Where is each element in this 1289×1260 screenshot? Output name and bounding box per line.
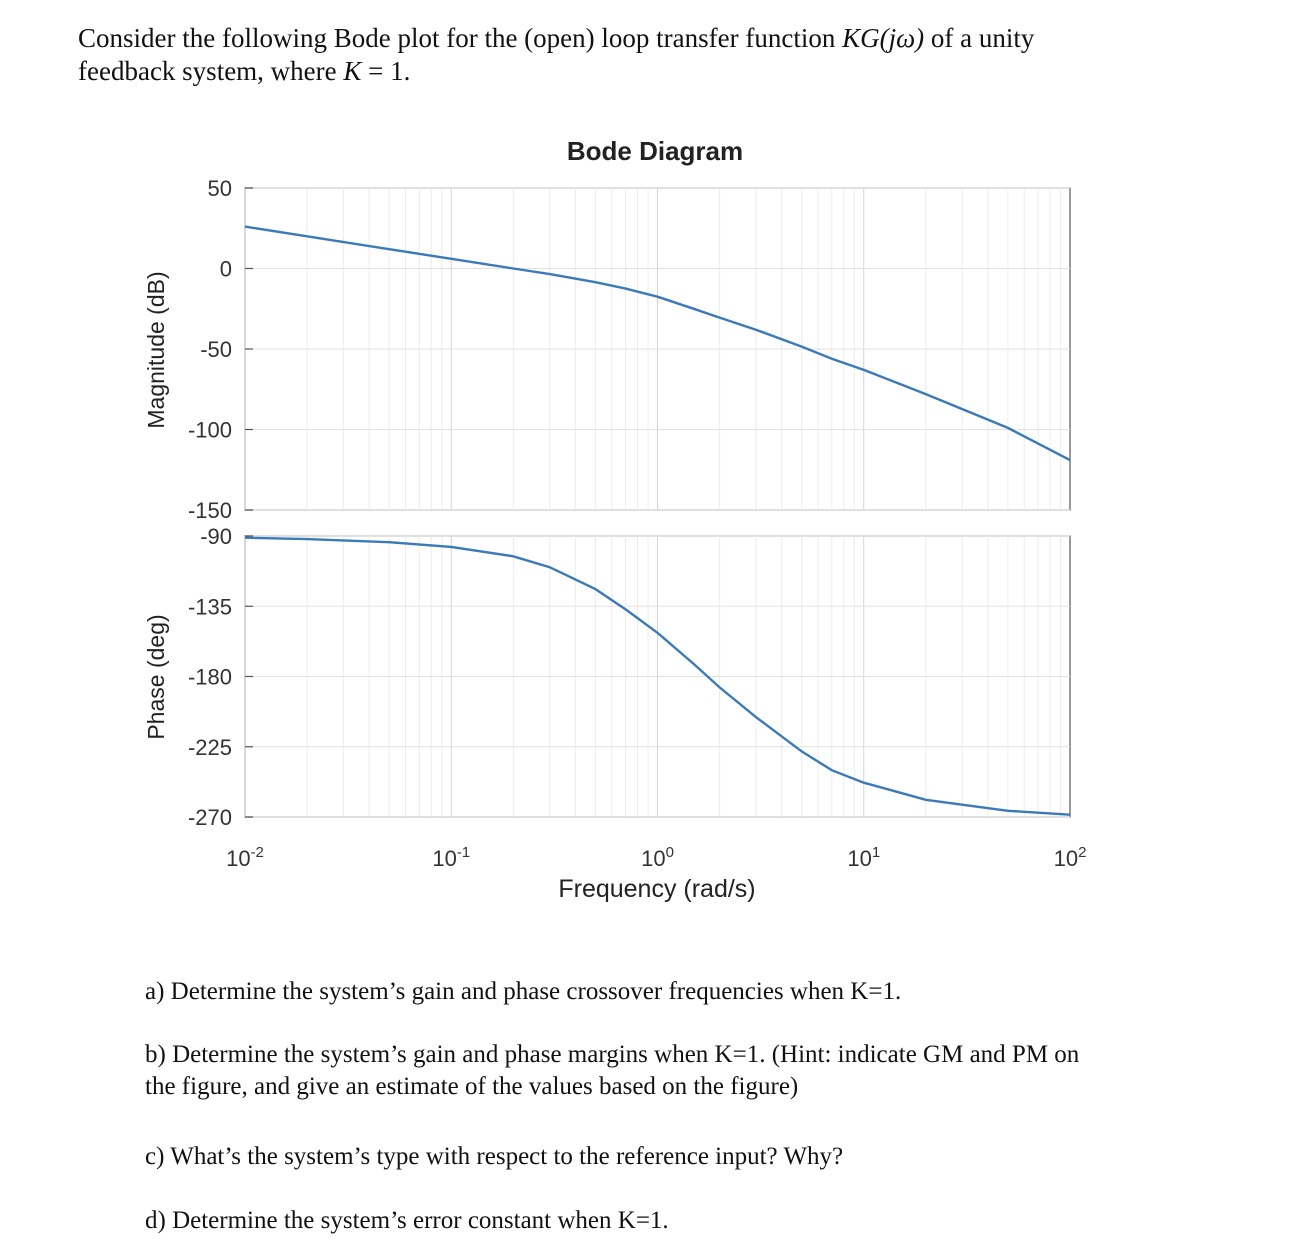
magnitude-ytick-label: 0 <box>219 256 232 282</box>
magnitude-ytick-label: -150 <box>187 498 232 523</box>
phase-ytick-label: -135 <box>187 594 232 620</box>
phase-ytick-label: -90 <box>200 524 232 549</box>
intro-math-k: K <box>343 56 362 86</box>
intro-text: Consider the following Bode plot for the (open) loop transfer function <box>78 23 843 53</box>
magnitude-panel <box>143 176 1070 523</box>
magnitude-ylabel: Magnitude (dB) <box>143 271 169 429</box>
x-tick-label: $10^{-2}$ <box>226 844 264 871</box>
phase-y-ticks <box>188 524 253 830</box>
chart-title: Bode Diagram <box>566 136 744 166</box>
magnitude-ytick-label: 50 <box>207 176 232 201</box>
x-tick-label: $10^{-1}$ <box>432 844 471 871</box>
magnitude-y-ticks <box>188 176 253 523</box>
phase-ylabel: Phase (deg) <box>143 614 169 740</box>
intro-text: of a unity <box>924 23 1035 53</box>
x-tick-label: $10^0$ <box>641 844 674 871</box>
question-d: d) Determine the system’s error constant when K=1. <box>145 1207 669 1234</box>
x-tick-labels <box>226 844 1086 871</box>
question-b-line-2: the figure, and give an estimate of the values based on the figure) <box>145 1073 799 1100</box>
intro-math-kg: KG(jω) <box>842 23 925 53</box>
question-c: c) What’s the system’s type with respect to the reference input? Why? <box>145 1143 844 1170</box>
phase-ytick-label: -225 <box>187 734 232 760</box>
question-b-line-1: b) Determine the system’s gain and phase margins when K=1. (Hint: indicate GM and PM on <box>145 1041 1080 1068</box>
x-tick-label: $10^2$ <box>1053 844 1087 871</box>
x-tick-label: $10^1$ <box>847 844 881 871</box>
phase-ytick-label: -270 <box>187 805 232 830</box>
x-axis-label: Frequency (rad/s) <box>558 875 756 903</box>
intro-text: = 1. <box>361 56 411 86</box>
intro-text: feedback system, where <box>78 56 344 86</box>
phase-ytick-label: -180 <box>187 664 232 690</box>
phase-panel <box>143 524 1070 830</box>
magnitude-ytick-label: -100 <box>187 417 232 443</box>
magnitude-ytick-label: -50 <box>200 337 232 362</box>
question-a: a) Determine the system’s gain and phase crossover frequencies when K=1. <box>145 978 902 1005</box>
